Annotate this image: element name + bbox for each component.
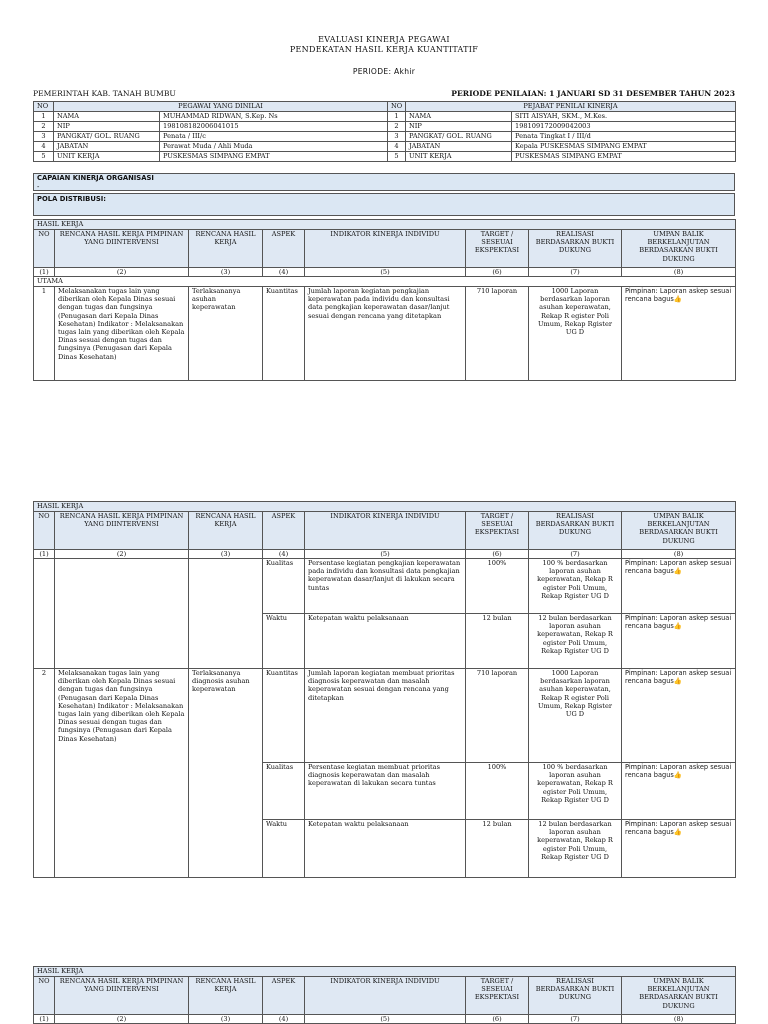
pegawai-row-value: PUSKESMAS SIMPANG EMPAT [160,152,388,162]
pola-label: POLA DISTRIBUSI: [37,195,107,203]
hasil-kerja-table-3 [33,966,736,1024]
feedback-text: Laporan askep sesuai rencana bagus👍 [625,287,732,304]
col-realisasi: REALISASI BERDASARKAN BUKTI DUKUNG [529,977,622,1015]
penilai-row-label: UNIT KERJA [406,152,512,162]
col-indikator: INDIKATOR KINERJA INDIVIDU [305,230,466,268]
penilai-row-value: Kepala PUSKESMAS SIMPANG EMPAT [512,142,736,152]
penilai-row-value: SITI AISYAH, SKM., M.Kes. [512,112,736,122]
doc-title: EVALUASI KINERJA PEGAWAI [318,35,450,44]
col-index: (1) [34,1015,55,1024]
hasil-kerja-title: HASIL KERJA [34,502,736,512]
col-index: (2) [55,268,189,277]
row-indikator: Persentase kegiatan pengkajian keperawatan pada individu dan konsultasi data pengkajian keperawatan dasar/lanjut di lakukan secara tuntas [305,559,466,614]
col-aspek: ASPEK [263,230,305,268]
row-aspek: Kuantitas [263,287,305,381]
penilai-row-no: 5 [388,152,406,162]
penilai-row-no: 4 [388,142,406,152]
col-target: TARGET / SESEUAI EKSPEKTASI [466,230,529,268]
row-no: 2 [34,669,55,878]
pimpinan-label: Pimpinan: [625,614,658,622]
hasil-kerja-title: HASIL KERJA [34,967,736,977]
row-indikator: Ketepatan waktu pelaksanaan [305,614,466,669]
col-index: (5) [305,550,466,559]
pegawai-row-value: Perawat Muda / Ahli Muda [160,142,388,152]
col-rencana: RENCANA HASIL KERJA [189,512,263,550]
row-indikator: Ketepatan waktu pelaksanaan [305,820,466,878]
col-rencana: RENCANA HASIL KERJA [189,977,263,1015]
col-aspek: ASPEK [263,512,305,550]
pimpinan-label: Pimpinan: [625,669,658,677]
col-index: (4) [263,550,305,559]
col-realisasi: REALISASI BERDASARKAN BUKTI DUKUNG [529,230,622,268]
col-indikator: INDIKATOR KINERJA INDIVIDU [305,977,466,1015]
col-index: (7) [529,550,622,559]
row-indikator: Persentase kegiatan membuat prioritas diagnosis keperawatan dan masalah keperawatan di lakukan secara tuntas [305,763,466,820]
row-aspek: Waktu [263,614,305,669]
pegawai-row-no: 2 [34,122,54,132]
row-no-empty [34,559,55,669]
col-target: TARGET / SESEUAI EKSPEKTASI [466,977,529,1015]
col-umpan-balik: UMPAN BALIK BERKELANJUTAN BERDASARKAN BUKTI DUKUNG [622,977,736,1015]
feedback-text: Laporan askep sesuai rencana bagus👍 [625,820,732,837]
pegawai-row-no: 5 [34,152,54,162]
feedback-text: Laporan askep sesuai rencana bagus👍 [625,763,732,780]
col-index: (3) [189,550,263,559]
pegawai-row-no: 3 [34,132,54,142]
row-umpan-balik [622,669,736,763]
row-intervensi: Melaksanakan tugas lain yang diberikan oleh Kepala Dinas sesuai dengan tugas dan fungsinya (Penugasan dari Kepala Dinas Kesehatan) Indikator : Melaksanakan tugas lain yang diberikan oleh Kepala Dinas sesuai dengan tugas dan fungsinya (Penugasan dari Kepala Dinas Kesehatan) [55,287,189,381]
col-target: TARGET / SESEUAI EKSPEKTASI [466,512,529,550]
pegawai-row-no: 4 [34,142,54,152]
section-utama: UTAMA [34,277,736,287]
col-index: (3) [189,1015,263,1024]
capaian-label: CAPAIAN KINERJA ORGANISASI [37,174,154,182]
row-realisasi: 1000 Laporan berdasarkan laporan asuhan keperawatan, Rekap R egister Poli Umum, Rekap Rgister UG D [529,669,622,763]
col-index: (4) [263,268,305,277]
row-umpan-balik [622,763,736,820]
col-aspek: ASPEK [263,977,305,1015]
row-no: 1 [34,287,55,381]
col-index: (4) [263,1015,305,1024]
row-realisasi: 12 bulan berdasarkan laporan asuhan keperawatan, Rekap R egister Poli Umum, Rekap Rgister UG D [529,820,622,878]
periode-penilaian: PERIODE PENILAIAN: 1 JANUARI SD 31 DESEMBER TAHUN 2023 [451,89,735,98]
row-target: 710 laporan [466,287,529,381]
col-index: (5) [305,1015,466,1024]
penilai-no-header: NO [388,102,406,112]
penilai-header: PEJABAT PENILAI KINERJA [406,102,736,112]
col-rencana: RENCANA HASIL KERJA [189,230,263,268]
feedback-text: Laporan askep sesuai rencana bagus👍 [625,669,732,686]
col-intervensi: RENCANA HASIL KERJA PIMPINAN YANG DIINTERVENSI [55,977,189,1015]
penilai-row-no: 1 [388,112,406,122]
pegawai-row-label: UNIT KERJA [54,152,160,162]
row-indikator: Jumlah laporan kegiatan pengkajian keperawatan pada individu dan konsultasi data pengkajian keperawatan dasar/lanjut sesuai dengan rencana yang ditetapkan [305,287,466,381]
col-index: (2) [55,1015,189,1024]
row-umpan-balik [622,287,736,381]
feedback-text: Laporan askep sesuai rencana bagus👍 [625,559,732,576]
col-index: (2) [55,550,189,559]
pimpinan-label: Pimpinan: [625,763,658,771]
row-aspek: Kualitas [263,559,305,614]
feedback-text: Laporan askep sesuai rencana bagus👍 [625,614,732,631]
row-realisasi: 100 % berdasarkan laporan asuhan keperawatan, Rekap R egister Poli Umum, Rekap Rgister UG D [529,763,622,820]
col-index: (1) [34,550,55,559]
row-umpan-balik [622,614,736,669]
row-intervensi: Melaksanakan tugas lain yang diberikan oleh Kepala Dinas sesuai dengan tugas dan fungsinya (Penugasan dari Kepala Dinas Kesehatan) Indikator : Melaksanakan tugas lain yang diberikan oleh Kepala Dinas sesuai dengan tugas dan fungsinya (Penugasan dari Kepala Dinas Kesehatan) [55,669,189,878]
col-no: NO [34,512,55,550]
hasil-kerja-table-2 [33,501,736,878]
pegawai-row-label: NAMA [54,112,160,122]
penilai-row-value: PUSKESMAS SIMPANG EMPAT [512,152,736,162]
table-row [34,287,736,381]
col-index: (8) [622,1015,736,1024]
table-row [34,559,736,614]
col-index: (6) [466,268,529,277]
col-index: (1) [34,268,55,277]
penilai-row-no: 2 [388,122,406,132]
row-indikator: Jumlah laporan kegiatan membuat prioritas diagnosis keperawatan dan masalah keperawatan sesuai dengan rencana yang ditetapkan [305,669,466,763]
capaian-value: - [37,183,40,191]
row-rencana: Terlaksananya diagnosis asuhan keperawatan [189,669,263,878]
col-intervensi: RENCANA HASIL KERJA PIMPINAN YANG DIINTERVENSI [55,230,189,268]
pegawai-no-header: NO [34,102,54,112]
col-no: NO [34,230,55,268]
pegawai-row-value: 198108182006041015 [160,122,388,132]
col-index: (7) [529,268,622,277]
col-indikator: INDIKATOR KINERJA INDIVIDU [305,512,466,550]
row-aspek: Kuantitas [263,669,305,763]
col-index: (8) [622,550,736,559]
row-aspek: Waktu [263,820,305,878]
col-umpan-balik: UMPAN BALIK BERKELANJUTAN BERDASARKAN BUKTI DUKUNG [622,512,736,550]
col-index: (5) [305,268,466,277]
col-index: (3) [189,268,263,277]
col-index: (6) [466,550,529,559]
doc-subtitle: PENDEKATAN HASIL KERJA KUANTITATIF [289,45,479,54]
row-umpan-balik [622,559,736,614]
penilai-row-value: 198109172009042003 [512,122,736,132]
row-umpan-balik [622,820,736,878]
pegawai-row-value: MUHAMMAD RIDWAN, S.Kep. Ns [160,112,388,122]
hasil-kerja-title: HASIL KERJA [34,220,736,230]
row-realisasi: 1000 Laporan berdasarkan laporan asuhan keperawatan, Rekap R egister Poli Umum, Rekap Rgister UG D [529,287,622,381]
pegawai-row-label: PANGKAT/ GOL. RUANG [54,132,160,142]
row-rencana-empty [189,559,263,669]
row-intervensi-empty [55,559,189,669]
penilai-row-value: Penata Tingkat I / III/d [512,132,736,142]
penilai-row-label: NIP [406,122,512,132]
row-target: 12 bulan [466,614,529,669]
col-index: (6) [466,1015,529,1024]
col-intervensi: RENCANA HASIL KERJA PIMPINAN YANG DIINTERVENSI [55,512,189,550]
row-target: 12 bulan [466,820,529,878]
hasil-kerja-table-1 [33,219,736,381]
row-realisasi: 12 bulan berdasarkan laporan asuhan keperawatan, Rekap R egister Poli Umum, Rekap Rgister UG D [529,614,622,669]
col-index: (7) [529,1015,622,1024]
col-realisasi: REALISASI BERDASARKAN BUKTI DUKUNG [529,512,622,550]
table-row [34,669,736,763]
pegawai-row-value: Penata / III/c [160,132,388,142]
pimpinan-label: Pimpinan: [625,287,658,295]
capaian-box [33,173,735,191]
pola-box [33,193,735,216]
row-realisasi: 100 % berdasarkan laporan asuhan keperawatan, Rekap R egister Poli Umum, Rekap Rgister UG D [529,559,622,614]
penilai-row-label: PANGKAT/ GOL. RUANG [406,132,512,142]
row-aspek: Kualitas [263,763,305,820]
col-index: (8) [622,268,736,277]
row-target: 100% [466,763,529,820]
penilai-row-label: JABATAN [406,142,512,152]
col-no: NO [34,977,55,1015]
col-umpan-balik: UMPAN BALIK BERKELANJUTAN BERDASARKAN BUKTI DUKUNG [622,230,736,268]
periode-label: PERIODE: Akhir [352,67,416,76]
info-table [33,101,736,162]
pegawai-row-no: 1 [34,112,54,122]
pegawai-row-label: NIP [54,122,160,132]
penilai-row-no: 3 [388,132,406,142]
row-rencana: Terlaksananya asuhan keperawatan [189,287,263,381]
row-target: 100% [466,559,529,614]
pimpinan-label: Pimpinan: [625,820,658,828]
row-target: 710 laporan [466,669,529,763]
instansi-label: PEMERINTAH KAB. TANAH BUMBU [33,89,176,98]
pimpinan-label: Pimpinan: [625,559,658,567]
penilai-row-label: NAMA [406,112,512,122]
pegawai-row-label: JABATAN [54,142,160,152]
pegawai-header: PEGAWAI YANG DINILAI [54,102,388,112]
